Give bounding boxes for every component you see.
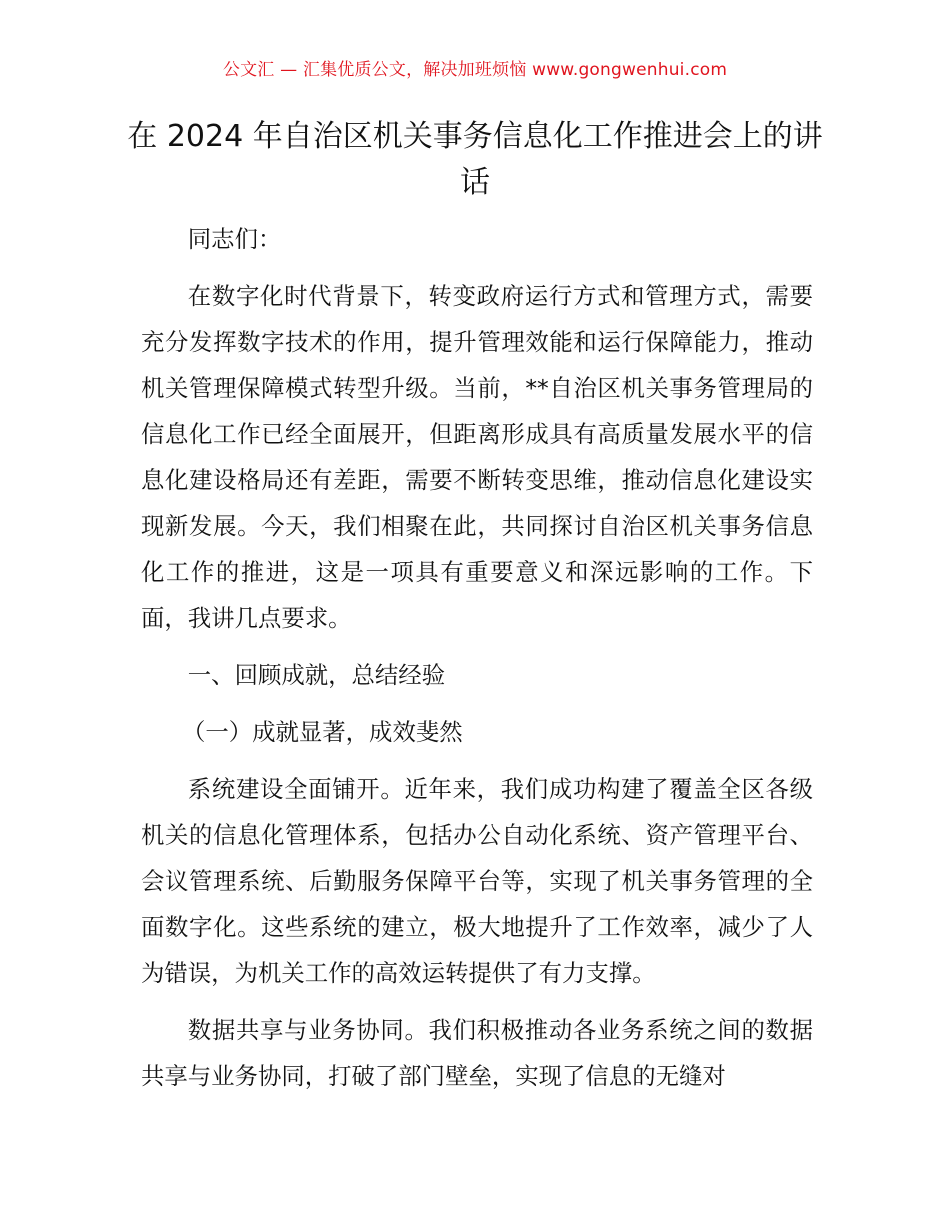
subsection-heading-1: （一）成就显著，成效斐然 bbox=[181, 718, 463, 746]
body-paragraph: 系统建设全面铺开。近年来，我们成功构建了覆盖全区各级机关的信息化管理体系，包括办公自动化系统、资产管理平台、会议管理系统、后勤服务保障平台等，实现了机关事务管理的全面数字化。这些系统的建立，极大地提升了工作效率，减少了人为错误，为机关工作的高效运转提供了有力支撑。 bbox=[141, 775, 813, 987]
document-body bbox=[141, 216, 813, 1110]
body-paragraph: 数据共享与业务协同。我们积极推动各业务系统之间的数据共享与业务协同，打破了部门壁垒，实现了信息的无缝对 bbox=[141, 1016, 813, 1090]
salutation: 同志们： bbox=[187, 225, 282, 253]
document-title: 在 2024 年自治区机关事务信息化工作推进会上的讲话 bbox=[127, 119, 823, 200]
section-heading-1: 一、回顾成就，总结经验 bbox=[187, 661, 446, 689]
intro-paragraph: 在数字化时代背景下，转变政府运行方式和管理方式，需要充分发挥数字技术的作用，提升管理效能和运行保障能力，推动机关管理保障模式转型升级。当前，**自治区机关事务管理局的信息化工作已经全面展开，但距离形成具有高质量发展水平的信息化建设格局还有差距，需要不断转变思维，推动信息化建设实现新发展。今天，我们相聚在此，共同探讨自治区机关事务信息化工作的推进，这是一项具有重要意义和深远影响的工作。下面，我讲几点要求。 bbox=[141, 282, 813, 632]
site-header-banner: 公文汇 — 汇集优质公文，解决加班烦恼 www.gongwenhui.com bbox=[222, 60, 728, 80]
